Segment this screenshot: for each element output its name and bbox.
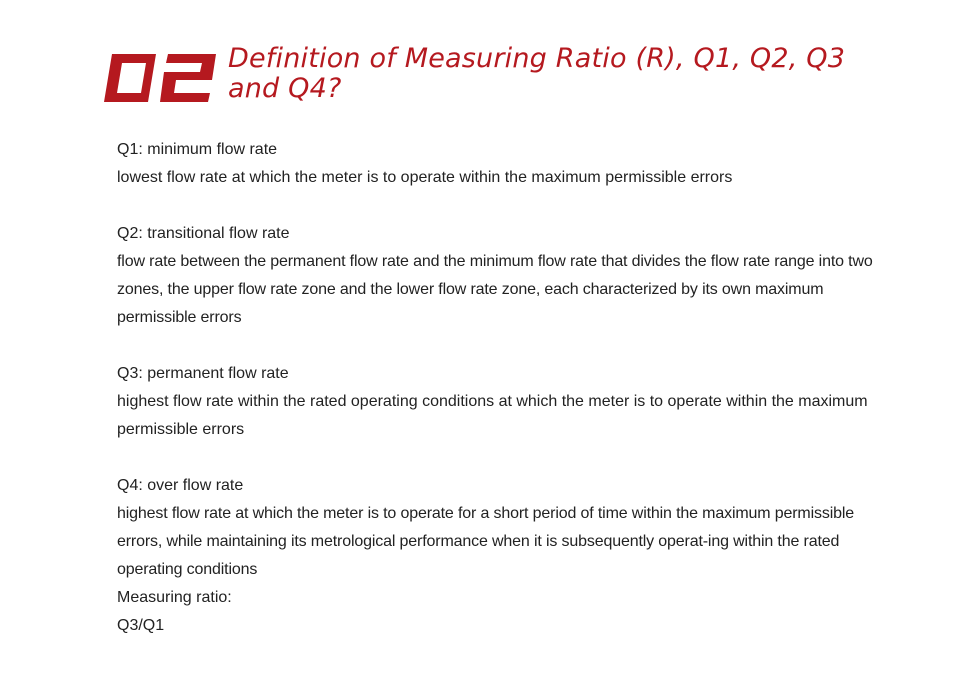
page-title: Definition of Measuring Ratio (R), Q1, Q2, Q3 and Q4? [228,43,846,104]
definition-q3 [117,360,877,444]
measuring-ratio-label: Measuring ratio: [117,589,232,606]
definition-q1 [117,136,877,192]
definition-text-q3: highest flow rate within the rated operating conditions at which the meter is to operate within the maximum permissible errors [117,393,868,438]
term-q3: Q3: permanent flow rate [117,365,289,382]
definition-text-q4: highest flow rate at which the meter is to operate for a short period of time within the maximum permissible errors, while maintaining its metrological performance when it is subsequently operat-ing within the rated operating conditions [117,505,855,578]
definition-q4 [117,472,877,640]
definition-text-q1: lowest flow rate at which the meter is to operate within the maximum permissible errors [117,169,733,186]
term-q2: Q2: transitional flow rate [117,225,290,242]
term-q4: Q4: over flow rate [117,477,244,494]
definitions-list [117,136,877,640]
section-number-02 [100,50,220,106]
measuring-ratio-formula: Q3/Q1 [117,617,165,634]
definition-q2 [117,220,877,332]
definition-text-q2: flow rate between the permanent flow rate and the minimum flow rate that divides the flow rate range into two zones, the upper flow rate zone and the lower flow rate zone, each characterized by its own maximum permissible errors [117,253,873,326]
section-header [100,44,900,114]
term-q1: Q1: minimum flow rate [117,141,278,158]
